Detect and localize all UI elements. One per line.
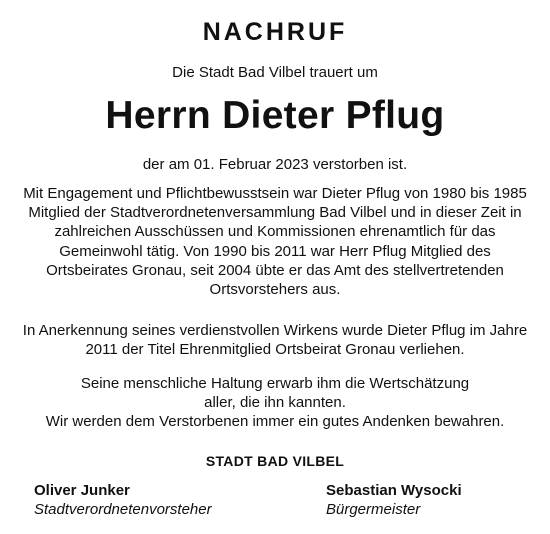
closing-line-1: Seine menschliche Haltung erwarb ihm die Wertschätzung aller, die ihn kannten. bbox=[80, 375, 470, 412]
biography-paragraph: Mit Engagement und Pflichtbewusstsein war Dieter Pflug von 1980 bis 1985 Mitglied der Stadtverordnetenversammlung Bad Vilbel und in dieser Zeit in zahlreichen Ausschüssen und Kommissionen ehrenamtlich für das Gemeinwohl tätig. Von 1990 bis 2011 war Herr Pflug Mitglied des Ortsbeirates Gronau, seit 2004 übte er das Amt des stellvertretenden Ortsvorstehers aus. bbox=[23, 185, 527, 299]
deceased-name: Herrn Dieter Pflug bbox=[105, 94, 445, 137]
closing-line-2: Wir werden dem Verstorbenen immer ein gutes Andenken bewahren. bbox=[45, 413, 505, 431]
intro-line: Die Stadt Bad Vilbel trauert um bbox=[172, 64, 378, 81]
signatory-name: Sebastian Wysocki bbox=[326, 482, 462, 499]
signatory-title: Stadtverordnetenvorsteher bbox=[34, 501, 212, 518]
organization-name: STADT BAD VILBEL bbox=[205, 453, 345, 469]
closing-paragraph bbox=[10, 374, 540, 432]
death-date-line: der am 01. Februar 2023 verstorben ist. bbox=[142, 156, 408, 173]
obituary-notice bbox=[10, 10, 540, 524]
signatory-right bbox=[326, 481, 462, 519]
honor-paragraph: In Anerkennung seines verdienstvollen Wirkens wurde Dieter Pflug im Jahre 2011 der Titel Ehrenmitglied Ortsbeirat Gronau verliehen. bbox=[22, 322, 528, 359]
notice-heading: NACHRUF bbox=[202, 18, 348, 46]
signatory-name: Oliver Junker bbox=[34, 482, 130, 499]
signatory-title: Bürgermeister bbox=[326, 501, 421, 518]
signatory-left bbox=[34, 481, 212, 519]
